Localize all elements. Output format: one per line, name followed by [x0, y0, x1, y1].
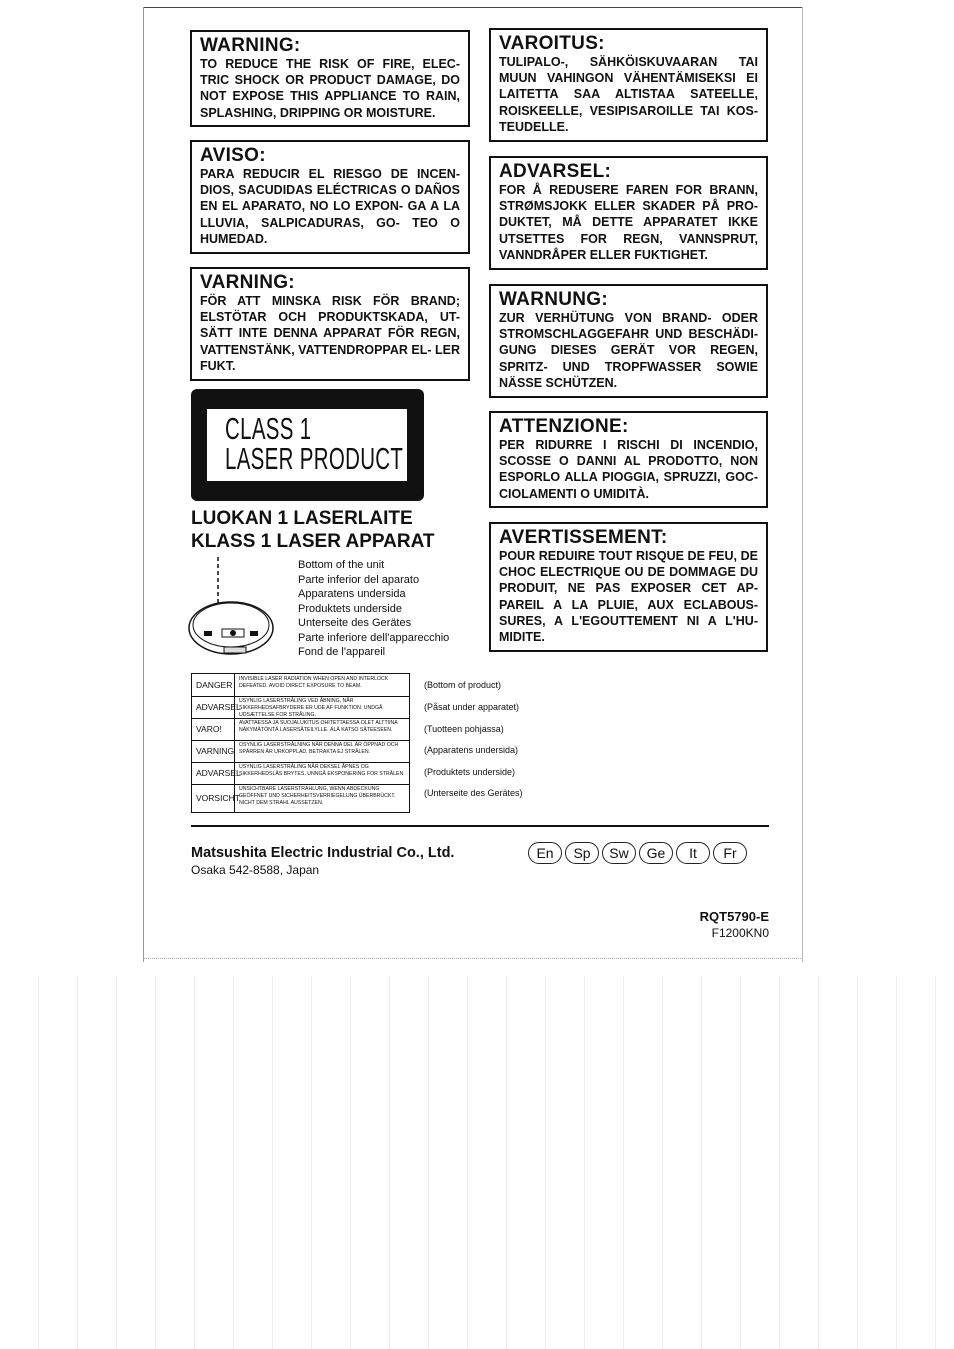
- language-badge-fr: Fr: [713, 842, 747, 864]
- warning-box-fr: [489, 522, 768, 652]
- danger-text: USYNLIG LASERSTRÅLING VED ÅBNING, NÅR SIKKERHEDSAFBRYDERE ER UDE AF FUNKTION. UNDGÅ UDSÆTTELSE FOR STRÅLING.: [239, 698, 383, 718]
- warning-title: AVERTISSEMENT:: [499, 527, 668, 548]
- print-code: F1200KN0: [711, 926, 769, 940]
- danger-label: VARO!: [192, 718, 235, 740]
- company-name: Matsushita Electric Industrial Co., Ltd.: [191, 845, 455, 861]
- table-side-caption: (Tuotteen pohjassa): [424, 724, 504, 734]
- table-row: [192, 740, 409, 763]
- table-side-caption: (Apparatens undersida): [424, 745, 519, 755]
- warning-box-sv: [190, 267, 470, 381]
- model-code: RQT5790-E: [699, 909, 769, 924]
- warning-box-en: [190, 30, 470, 127]
- danger-label: VORSICHT: [192, 784, 235, 812]
- warning-text: FÖR ATT MINSKA RISK FÖR BRAND; ELSTÖTAR OCH PRODUKTSKADA, UT- SÄTT INTE DENNA APPARAT FÖR REGN, VATTENSTÄNK, VATTENDROPPAR EL- LER FUKT.: [200, 294, 460, 373]
- warning-title: AVISO:: [200, 145, 266, 166]
- bottom-of-unit-list: [298, 558, 449, 660]
- table-row: [192, 718, 409, 741]
- laser-product-label: [191, 389, 424, 501]
- warning-box-no: [489, 156, 768, 270]
- warning-title: VAROITUS:: [499, 33, 605, 54]
- page-frame-bottom: [143, 958, 803, 959]
- unit-bottom-illustration: [186, 553, 286, 663]
- bottom-label-en: Bottom of the unit: [298, 559, 385, 571]
- table-row: [192, 784, 409, 812]
- danger-label-table: [191, 673, 410, 813]
- warning-text: TO REDUCE THE RISK OF FIRE, ELEC- TRIC SHOCK OR PRODUCT DAMAGE, DO NOT EXPOSE THIS APPLIANCE TO RAIN, SPLASHING, DRIPPING OR MOISTURE.: [200, 57, 460, 120]
- warning-title: ADVARSEL:: [499, 161, 612, 182]
- warning-title: VARNING:: [200, 272, 295, 293]
- bottom-label-es: Parte inferior del aparato: [298, 573, 420, 586]
- laser-class-text: CLASS 1: [225, 411, 312, 446]
- danger-text: AVATTAESSA JA SUOJALUKITUS OHITETTAESSA OLET ALTTIINA NÄKYMÄTÖNTÄ LASERSÄTEILYLLE. ÄLÄ KATSO SÄTEESEEN.: [239, 720, 398, 733]
- warning-text: POUR REDUIRE TOUT RISQUE DE FEU, DE CHOC ELECTRIQUE OU DE DOMMAGE DU PRODUIT, NE PAS EXPOSER CET AP- PAREIL A LA PLUIE, AUX ECLABOUS- SURES, A L'EGOUTTEMENT NI A L'HU- MIDITE.: [499, 549, 758, 645]
- bottom-label-de: Unterseite des Gerätes: [298, 617, 412, 629]
- warning-title: WARNING:: [200, 35, 301, 56]
- danger-label: ADVARSEL: [192, 696, 235, 718]
- table-row: [192, 762, 409, 785]
- warning-text: ZUR VERHÜTUNG VON BRAND- ODER STROMSCHLAGGEFAHR UND BESCHÄDI- GUNG DIESES GERÄT VOR REGEN, SPRITZ- UND TROPFWASSER SOWIE NÄSSE SCHÜTZEN.: [499, 311, 758, 390]
- laser-product-text: LASER PRODUCT: [225, 441, 404, 476]
- laser-title-sv: KLASS 1 LASER APPARAT: [191, 531, 435, 552]
- bottom-label-it: Parte inferiore dell'apparecchio: [298, 631, 450, 644]
- warning-text: PARA REDUCIR EL RIESGO DE INCEN- DIOS, SACUDIDAS ELÉCTRICAS O DAÑOS EN EL APARATO, NO LO EXPON- GA A LA LLUVIA, SALPICADURAS, GO- TEO O HUMEDAD.: [200, 167, 460, 246]
- warning-title: WARNUNG:: [499, 289, 608, 310]
- warning-box-it: [489, 411, 768, 508]
- laser-title-fi: LUOKAN 1 LASERLAITE: [191, 508, 413, 529]
- table-side-caption: (Påsat under apparatet): [424, 702, 520, 712]
- language-badge-sp: Sp: [565, 842, 599, 864]
- language-badge-it: It: [676, 842, 710, 864]
- footer-divider: [191, 825, 769, 827]
- warning-box-es: [190, 140, 470, 254]
- table-side-caption: (Unterseite des Gerätes): [424, 788, 523, 798]
- bottom-label-sv: Apparatens undersida: [298, 588, 406, 600]
- language-badge-ge: Ge: [639, 842, 673, 864]
- language-badge-en: En: [528, 842, 562, 864]
- scan-background: [0, 975, 954, 1349]
- danger-label: VARNING: [192, 740, 235, 762]
- warning-box-de: [489, 284, 768, 398]
- warning-text: TULIPALO-, SÄHKÖISKUVAARAN TAI MUUN VAHINGON VÄHENTÄMISEKSI EI LAITETTA SAA ALTISTAA SATEELLE, ROISKEELLE, VESIPISAROILLE TAI KOS- TEUDELLE.: [499, 55, 758, 134]
- page-frame-right: [802, 7, 803, 962]
- bottom-label-no: Produktets underside: [298, 602, 402, 615]
- warning-text: FOR Å REDUSERE FAREN FOR BRANN, STRØMSJOKK ELLER SKADER PÅ PRO- DUKTET, MÅ DETTE APPARATET IKKE UTSETTES FOR REGN, VANNSPRUT, VANNDRÅPER ELLER FUKTIGHET.: [499, 183, 758, 262]
- table-row: [192, 696, 409, 719]
- table-side-caption: (Bottom of product): [424, 680, 502, 690]
- page-frame-top: [143, 7, 803, 8]
- warning-text: PER RIDURRE I RISCHI DI INCENDIO, SCOSSE O DANNI AL PRODOTTO, NON ESPORLO ALLA PIOGGIA, SPRUZZI, GOC- CIOLAMENTI O UMIDITÀ.: [499, 438, 758, 501]
- language-badges: [528, 842, 750, 864]
- danger-label: ADVARSEL: [192, 762, 235, 784]
- table-side-caption: (Produktets underside): [424, 767, 516, 777]
- danger-text: UNSICHTBARE LASERSTRAHLUNG, WENN ABDECKUNG GEÖFFNET UND SICHERHEITSVERRIEGELUNG ÜBERBRÜCKT. NICHT DEM STRAHL AUSSETZEN.: [239, 786, 396, 806]
- laser-label-panel: [207, 409, 407, 481]
- danger-text: INVISIBLE LASER RADIATION WHEN OPEN AND INTERLOCK DEFEATED. AVOID DIRECT EXPOSURE TO BEAM.: [239, 676, 389, 689]
- table-row: [192, 674, 409, 697]
- page-frame-left: [143, 7, 144, 962]
- warning-title: ATTENZIONE:: [499, 416, 629, 437]
- danger-text: USYNLIG LASERSTRÅLING NÅR DEKSEL ÅPNES OG SIKKERHEDSLÅS BRYTES. UNNGÅ EKSPONERING FOR STRÅLEN.: [239, 764, 405, 777]
- danger-label: DANGER: [192, 674, 235, 696]
- company-address: Osaka 542-8588, Japan: [191, 863, 320, 877]
- warning-box-fi: [489, 28, 768, 142]
- language-badge-sw: Sw: [602, 842, 636, 864]
- bottom-label-fr: Fond de l'appareil: [298, 646, 386, 658]
- danger-text: OSYNLIG LASERSTRÅLNING NÄR DENNA DEL ÄR ÖPPNAD OCH SPÄRREN ÄR URKOPPLAD. BETRAKTA EJ STRÅLEN.: [239, 742, 399, 755]
